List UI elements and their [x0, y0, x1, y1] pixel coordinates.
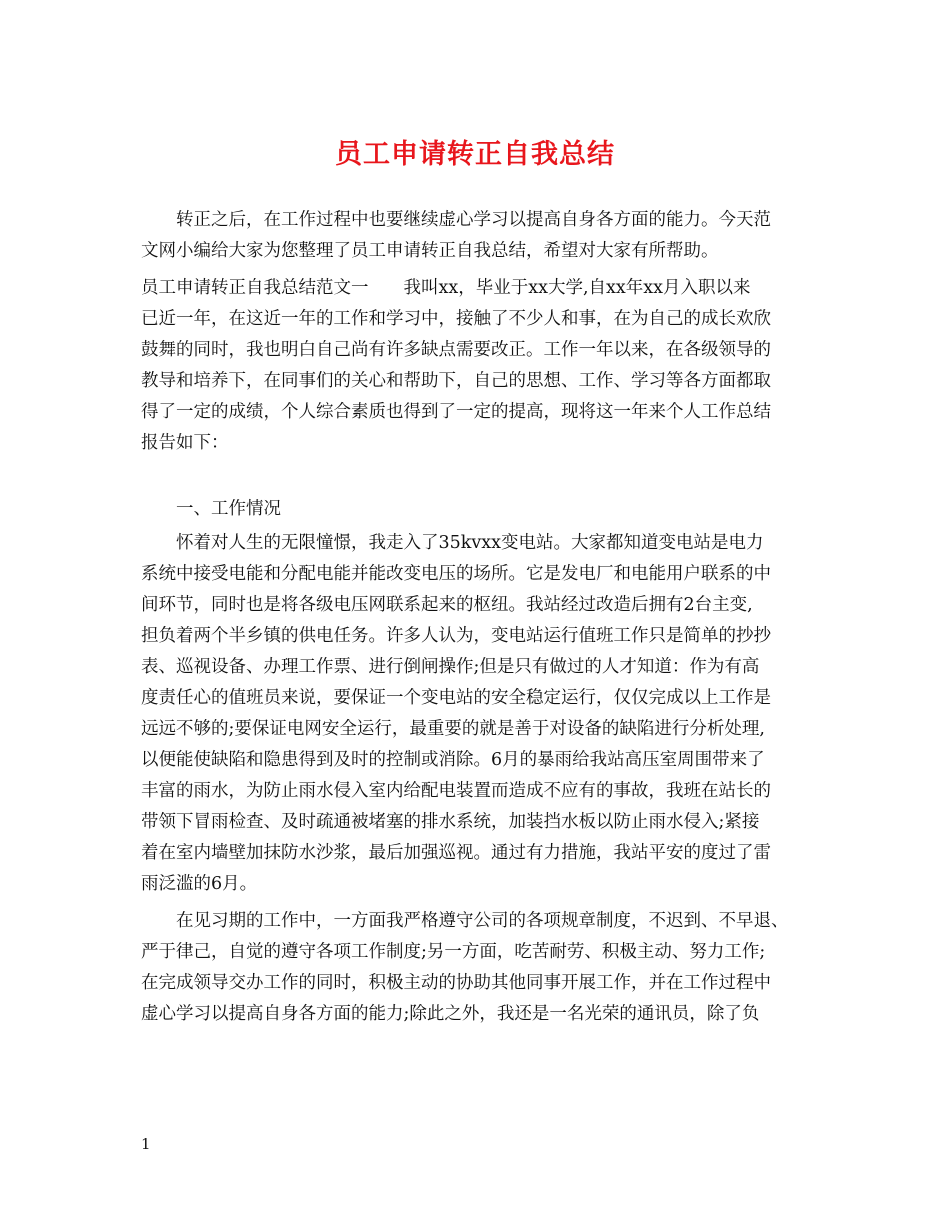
body-line: 系统中接受电能和分配电能并能改变电压的场所。它是发电厂和电能用户联系的中 [141, 564, 771, 584]
body-line: 间环节，同时也是将各级电压网联系起来的枢纽。我站经过改造后拥有2台主变, [141, 595, 753, 615]
body-line: 转正之后，在工作过程中也要继续虚心学习以提高自身各方面的能力。今天范 [141, 210, 771, 230]
page-number: 1 [141, 1135, 151, 1153]
body-line: 得了一定的成绩，个人综合素质也得到了一定的提高，现将这一年来个人工作总结 [141, 402, 771, 422]
body-line: 在见习期的工作中，一方面我严格遵守公司的各项规章制度，不迟到、不早退、 [141, 911, 789, 931]
body-line: 一、工作情况 [141, 499, 281, 519]
body-line: 表、巡视设备、办理工作票、进行倒闸操作;但是只有做过的人才知道：作为有高 [141, 657, 760, 677]
body-line: 着在室内墙壁加抹防水沙浆，最后加强巡视。通过有力措施，我站平安的度过了雷 [141, 843, 771, 863]
body-line: 带领下冒雨检查、及时疏通被堵塞的排水系统，加装挡水板以防止雨水侵入;紧接 [141, 812, 760, 832]
body-line: 员工申请转正自我总结范文一 我叫xx，毕业于xx大学,自xx年xx月入职以来 [141, 278, 751, 298]
body-line: 雨泛滥的6月。 [141, 874, 258, 894]
body-line: 鼓舞的同时，我也明白自己尚有许多缺点需要改正。工作一年以来，在各级领导的 [141, 340, 771, 360]
body-line: 怀着对人生的无限憧憬，我走入了35kvxx变电站。大家都知道变电站是电力 [141, 533, 764, 553]
body-line: 度责任心的值班员来说，要保证一个变电站的安全稳定运行，仅仅完成以上工作是 [141, 688, 771, 708]
body-line: 严于律己，自觉的遵守各项工作制度;另一方面，吃苦耐劳、积极主动、努力工作; [141, 942, 766, 962]
document-title: 员工申请转正自我总结 [335, 139, 615, 170]
body-line: 已近一年，在这近一年的工作和学习中，接触了不少人和事，在为自己的成长欢欣 [141, 309, 771, 329]
body-line: 在完成领导交办工作的同时，积极主动的协助其他同事开展工作，并在工作过程中 [141, 973, 771, 993]
body-line: 虚心学习以提高自身各方面的能力;除此之外，我还是一名光荣的通讯员，除了负 [141, 1004, 760, 1024]
body-line: 以便能使缺陷和隐患得到及时的控制或消除。6月的暴雨给我站高压室周围带来了 [141, 750, 765, 770]
body-line: 远远不够的;要保证电网安全运行，最重要的就是善于对设备的缺陷进行分析处理, [141, 719, 765, 739]
body-line: 丰富的雨水，为防止雨水侵入室内给配电装置而造成不应有的事故，我班在站长的 [141, 781, 771, 801]
body-line: 报告如下： [141, 433, 229, 453]
body-line: 担负着两个半乡镇的供电任务。许多人认为，变电站运行值班工作只是简单的抄抄 [141, 626, 771, 646]
body-line: 文网小编给大家为您整理了员工申请转正自我总结，希望对大家有所帮助。 [141, 241, 719, 261]
body-line: 教导和培养下，在同事们的关心和帮助下，自己的思想、工作、学习等各方面都取 [141, 371, 771, 391]
